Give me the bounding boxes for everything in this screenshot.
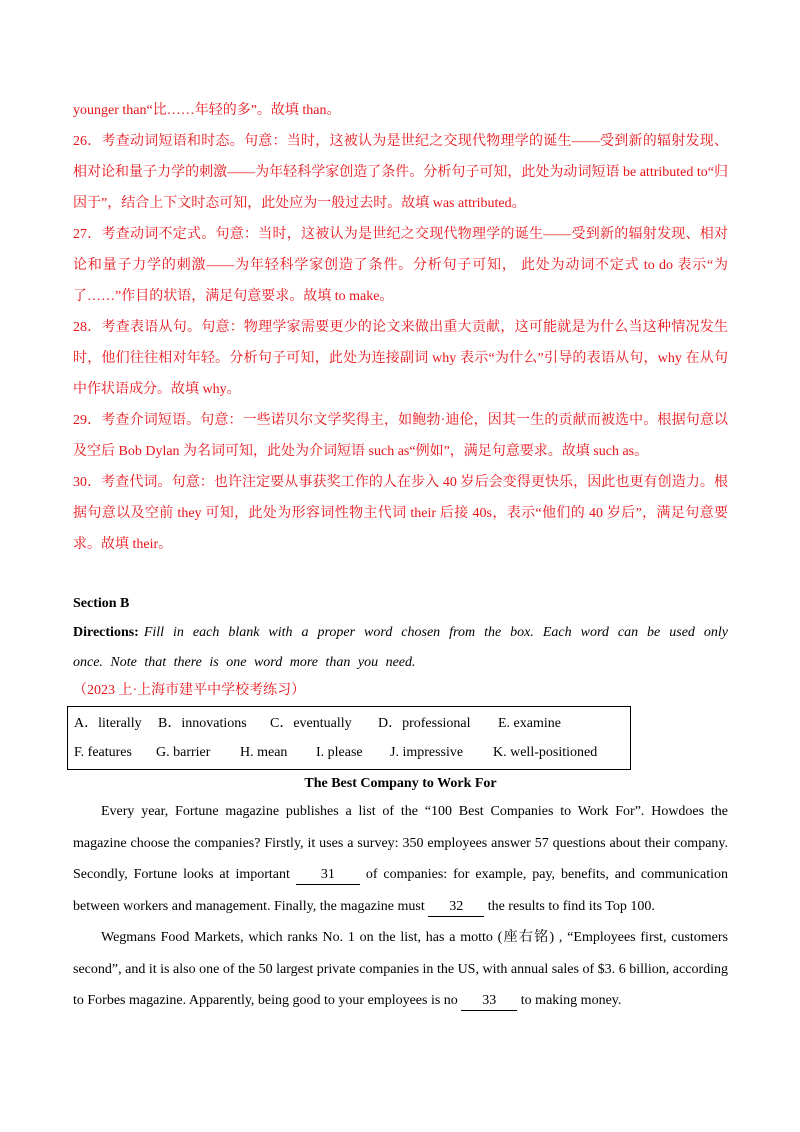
word-box bbox=[67, 706, 631, 770]
directions bbox=[73, 618, 728, 678]
word-option: D．professional bbox=[378, 716, 471, 731]
word-option: F. features bbox=[74, 745, 132, 760]
word-box-row-1 bbox=[68, 709, 630, 738]
word-option: A．literally bbox=[74, 716, 142, 731]
answer-25-tail: younger than“比……年轻的多”。故填 than。 bbox=[73, 103, 341, 118]
essay-text: to making money. bbox=[520, 993, 622, 1008]
word-option: J. impressive bbox=[390, 745, 464, 760]
page bbox=[73, 95, 728, 1017]
essay-body bbox=[73, 796, 728, 1017]
essay-text: of companies: for example, pay, benefits, and communication between workers and management. Finally, the magazine must bbox=[73, 867, 729, 914]
word-option: E. examine bbox=[498, 716, 561, 731]
answer-27: 27．考查动词不定式。句意：当时，这被认为是世纪之交现代物理学的诞生——受到新的辐射发现、相对论和量子力学的刺激——为年轻科学家创造了条件。分析句子可知， 此处为动词不定式 to do 表示“为了……”作目的状语，满足句意要求。故填 to make。 bbox=[73, 227, 728, 304]
word-option: I. please bbox=[316, 745, 363, 760]
directions-label: Directions: bbox=[73, 625, 139, 640]
essay-paragraph-2 bbox=[73, 922, 728, 1017]
essay-title: The Best Company to Work For bbox=[304, 776, 497, 791]
blank-33[interactable]: 33 bbox=[461, 992, 517, 1011]
answer-26: 26．考查动词短语和时态。句意：当时，这被认为是世纪之交现代物理学的诞生——受到新的辐射发现、相对论和量子力学的刺激——为年轻科学家创造了条件。分析句子可知，此处为动词短语 be attributed to“归因于”，结合上下文时态可知，此处应为一般过去时。故填 was attributed。 bbox=[73, 134, 728, 211]
essay-text: Every year, Fortune magazine publishes a list of the “100 Best Companies to Work For”. Howdoes the magazine choose the companies? Firstly, it uses a survey: 350 employees answer 57 questions about their company. Secondly, Fortune looks at important bbox=[73, 804, 728, 882]
word-option: G. barrier bbox=[156, 745, 211, 760]
answer-30: 30．考查代词。句意：也许注定要从事获奖工作的人在步入 40 岁后会变得更快乐，因此也更有创造力。根据句意以及空前 they 可知，此处为形容词性物主代词 their 后接 40s，表示“他们的 40 岁后”，满足句意要求。故填 their。 bbox=[73, 475, 728, 552]
section-title: Section B bbox=[73, 596, 130, 611]
answer-29: 29．考查介词短语。句意：一些诺贝尔文学奖得主，如鲍勃·迪伦，因其一生的贡献而被选中。根据句意以及空后 Bob Dylan 为名词可知，此处为介词短语 such as“例如”，满足句意要求。故填 such as。 bbox=[73, 413, 728, 459]
word-box-row-2 bbox=[68, 738, 630, 767]
word-option: B．innovations bbox=[158, 716, 247, 731]
essay-text: the results to find its Top 100. bbox=[487, 898, 655, 914]
directions-text: Fill in each blank with a proper word chosen from the box. Each word can be used only once. Note that there is one word more than you need. bbox=[73, 625, 728, 670]
blank-32[interactable]: 32 bbox=[428, 898, 484, 917]
essay-paragraph-1 bbox=[73, 796, 728, 922]
word-option: H. mean bbox=[240, 745, 288, 760]
answer-28: 28．考查表语从句。句意：物理学家需要更少的论文来做出重大贡献，这可能就是为什么当这种情况发生时，他们往往相对年轻。分析句子可知，此处为连接副词 why 表示“为什么”引导的表语从句，why 在从句中作状语成分。故填 why。 bbox=[73, 320, 728, 397]
answer-explanations bbox=[73, 95, 728, 560]
blank-31[interactable]: 31 bbox=[296, 866, 360, 885]
word-option: K. well-positioned bbox=[493, 745, 598, 760]
word-option: C．eventually bbox=[270, 716, 352, 731]
essay-text: Wegmans Food Markets, which ranks No. 1 on the list, has a motto (座右铭) , “Employees first, customers second”, and it is also one of the 50 largest private companies in the US, with annual sales of $3. 6 billion, according to Forbes magazine. Apparently, being good to your employees is no bbox=[73, 930, 728, 1008]
exam-source: （2023 上·上海市建平中学校考练习） bbox=[73, 683, 306, 698]
